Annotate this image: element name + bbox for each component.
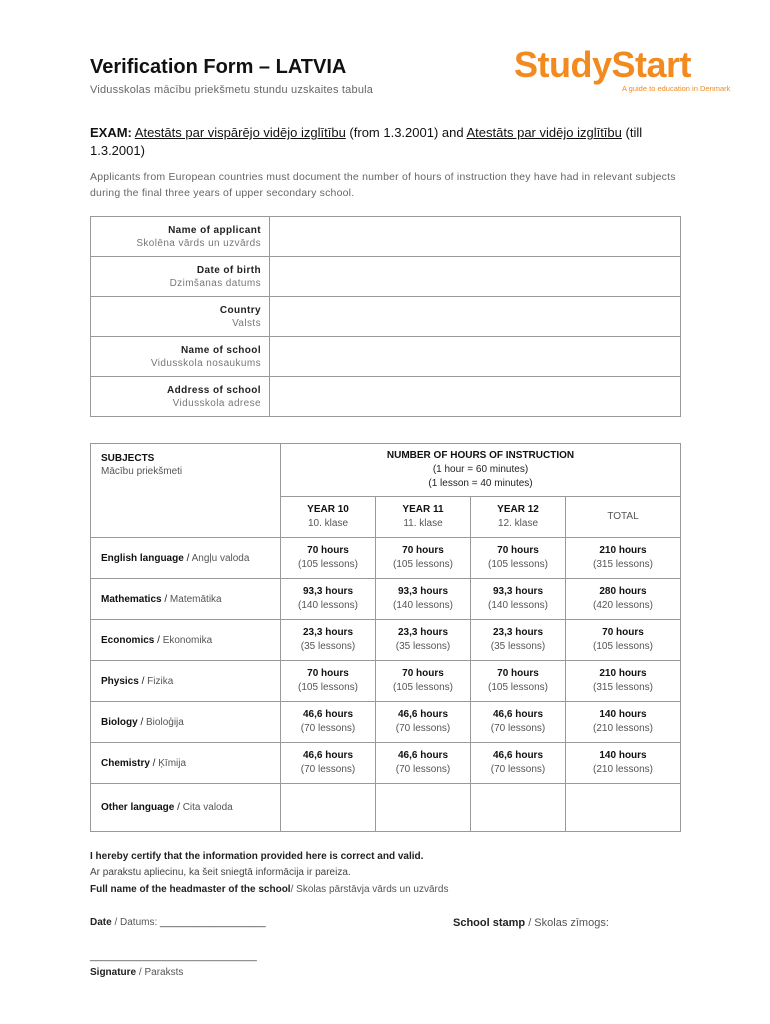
hours-cell [376,702,471,743]
subjects-header-en: SUBJECTS [101,453,155,464]
hours-cell [376,579,471,620]
date-label-lv: / Datums: [114,917,158,928]
year-header-en: TOTAL [607,511,639,522]
hours-cell [566,620,681,661]
signature-label-en: Signature [90,967,137,978]
hours-value: 46,6 hours [302,750,354,761]
hours-cell[interactable] [566,784,681,832]
table-row [91,579,681,620]
subject-name-en: English language [101,552,184,564]
lessons-value: (105 lessons) [297,682,359,693]
hours-cell [471,620,566,661]
lessons-value: (210 lessons) [592,723,654,734]
subject-name: Biology / Bioloģija [91,702,281,743]
hours-cell[interactable] [281,784,376,832]
exam-label: EXAM: [90,125,132,140]
applicant-field-input[interactable] [270,337,681,377]
hours-value: 93,3 hours [302,586,354,597]
hours-cell [471,743,566,784]
table-row [91,702,681,743]
subjects-header-lv: Mācību priekšmeti [101,466,183,477]
hours-value: 70 hours [497,668,539,679]
applicant-field-label [91,297,270,337]
year-header-en: YEAR 11 [402,504,444,515]
applicant-label-lv: Skolēna vārds un uzvārds [136,237,261,249]
lessons-value: (105 lessons) [487,682,549,693]
subject-name-lv: Ekonomika [162,634,213,646]
hours-cell [566,579,681,620]
hours-cell [281,538,376,579]
hours-cell [376,743,471,784]
year-header-lv: 10. klase [307,518,349,529]
applicant-field-label [91,257,270,297]
hours-cell [281,743,376,784]
hours-cell [471,579,566,620]
hours-cell [471,702,566,743]
hours-value: 23,3 hours [492,627,544,638]
table-row [91,620,681,661]
exam-note-2: (till 1.3.2001) [90,125,643,158]
lessons-value: (315 lessons) [592,559,654,570]
lessons-value: (140 lessons) [392,600,454,611]
applicant-field-input[interactable] [270,297,681,337]
year-header-lv: 12. klase [497,518,539,529]
hours-cell [566,538,681,579]
subject-name-en: Mathematics [101,593,162,605]
lessons-value: (140 lessons) [487,600,549,611]
intro-text: Applicants from European countries must document the number of hours of instruction they have had in relevant subjects during the final three years of upper secondary school. [90,171,676,199]
page-subtitle: Vidusskolas mācību priekšmetu stundu uzskaites tabula [90,84,374,96]
applicant-table [90,216,681,417]
exam-name-2: Atestāts par vidējo izglītību [466,125,622,140]
hours-header-note1: (1 hour = 60 minutes) [432,464,529,475]
subjects-header [91,444,281,538]
applicant-field-label [91,337,270,377]
lessons-value: (70 lessons) [395,723,451,734]
year-header-en: YEAR 10 [307,504,349,515]
table-row [91,743,681,784]
lessons-value: (105 lessons) [392,559,454,570]
hours-value: 46,6 hours [302,709,354,720]
applicant-row [91,377,681,417]
applicant-row [91,257,681,297]
hours-value: 23,3 hours [397,627,449,638]
hours-value: 70 hours [307,545,349,556]
subject-name: Other language / Cita valoda [91,784,281,832]
hours-cell [281,620,376,661]
stamp-label-en: School stamp [453,917,526,929]
date-label-en: Date [90,917,112,928]
lessons-value: (210 lessons) [592,764,654,775]
certify-statement-en: I hereby certify that the information provided here is correct and valid. [90,851,424,862]
year-header [281,497,376,538]
lessons-value: (35 lessons) [490,641,546,652]
subject-name-lv: Matemātika [169,593,222,605]
lessons-value: (420 lessons) [592,600,654,611]
subject-name: Physics / Fizika [91,661,281,702]
hours-value: 93,3 hours [397,586,449,597]
hours-cell[interactable] [471,784,566,832]
hours-cell [471,538,566,579]
subject-name: English language / Angļu valoda [91,538,281,579]
signature-label [90,967,183,978]
table-row [91,784,681,832]
hours-value: 46,6 hours [492,750,544,761]
applicant-label-en: Country [219,304,261,316]
hours-header-title: NUMBER OF HOURS OF INSTRUCTION [386,450,575,461]
hours-table [90,443,681,832]
hours-value: 210 hours [599,545,647,556]
hours-value: 140 hours [599,750,647,761]
applicant-field-input[interactable] [270,217,681,257]
lessons-value: (105 lessons) [592,641,654,652]
hours-value: 70 hours [497,545,539,556]
hours-value: 70 hours [402,668,444,679]
lessons-value: (35 lessons) [300,641,356,652]
hours-cell [471,661,566,702]
signature-label-lv: / Paraksts [138,967,184,978]
subject-name-lv: Bioloģija [146,716,184,728]
applicant-label-en: Date of birth [196,264,261,276]
hours-value: 46,6 hours [397,709,449,720]
applicant-label-lv: Dzimšanas datums [169,277,261,289]
applicant-field-label [91,377,270,417]
studystart-logo: StudyStart [514,44,692,85]
lessons-value: (70 lessons) [490,723,546,734]
hours-header [281,444,681,497]
applicant-row [91,297,681,337]
subject-name: Mathematics / Matemātika [91,579,281,620]
hours-header-note2: (1 lesson = 40 minutes) [428,478,533,489]
exam-name-1: Atestāts par vispārējo vidējo izglītību [134,125,346,140]
year-header-lv: 11. klase [403,518,443,529]
applicant-field-label [91,217,270,257]
headmaster-label-lv: / Skolas pārstāvja vārds un uzvārds [290,884,449,895]
lessons-value: (70 lessons) [300,764,356,775]
applicant-label-lv: Vidusskola adrese [172,397,261,409]
subject-name: Economics / Ekonomika [91,620,281,661]
signature-line[interactable]: ______________________________ [90,951,257,962]
stamp-label-lv: / Skolas zīmogs: [528,917,609,929]
subject-name-en: Physics [101,675,139,687]
logo-tagline: A guide to education in Denmark [622,84,731,93]
hours-cell[interactable] [376,784,471,832]
subject-name-lv: Cita valoda [182,802,233,813]
lessons-value: (35 lessons) [395,641,451,652]
applicant-label-lv: Vidusskola nosaukums [150,357,261,369]
hours-cell [566,743,681,784]
hours-cell [376,620,471,661]
hours-value: 93,3 hours [492,586,544,597]
hours-value: 140 hours [599,709,647,720]
lessons-value: (105 lessons) [392,682,454,693]
hours-value: 280 hours [599,586,647,597]
subject-name-en: Chemistry [101,757,150,769]
applicant-row [91,217,681,257]
applicant-label-en: Name of applicant [168,224,261,236]
exam-note-1: (from 1.3.2001) and [349,125,464,140]
exam-statement [90,124,690,160]
lessons-value: (140 lessons) [297,600,359,611]
year-header [471,497,566,538]
page-title: Verification Form – LATVIA [90,56,347,78]
hours-cell [281,661,376,702]
hours-value: 46,6 hours [492,709,544,720]
hours-value: 210 hours [599,668,647,679]
headmaster-label-en: Full name of the headmaster of the school [90,884,291,895]
subject-name-en: Biology [101,716,138,728]
headmaster-name-label [90,884,448,895]
year-header [566,497,681,538]
hours-cell [566,702,681,743]
subject-name-lv: Angļu valoda [191,552,250,564]
applicant-field-input[interactable] [270,377,681,417]
hours-value: 70 hours [402,545,444,556]
subject-name-en: Other language [101,802,175,813]
subject-name-en: Economics [101,634,155,646]
applicant-label-en: Address of school [166,384,261,396]
subject-name: Chemistry / Ķīmija [91,743,281,784]
table-row [91,538,681,579]
hours-value: 70 hours [307,668,349,679]
subject-name-lv: Fizika [147,675,174,687]
table-row [91,661,681,702]
hours-cell [281,702,376,743]
lessons-value: (105 lessons) [297,559,359,570]
hours-value: 70 hours [602,627,644,638]
date-line[interactable]: ___________________ [160,917,266,928]
year-header-en: YEAR 12 [497,504,539,515]
hours-cell [281,579,376,620]
applicant-field-input[interactable] [270,257,681,297]
applicant-row [91,337,681,377]
lessons-value: (70 lessons) [395,764,451,775]
hours-cell [566,661,681,702]
lessons-value: (70 lessons) [490,764,546,775]
hours-cell [376,661,471,702]
lessons-value: (315 lessons) [592,682,654,693]
hours-value: 46,6 hours [397,750,449,761]
applicant-label-lv: Valsts [232,317,261,329]
hours-value: 23,3 hours [302,627,354,638]
date-field[interactable] [90,917,266,928]
lessons-value: (105 lessons) [487,559,549,570]
certify-statement-lv: Ar parakstu apliecinu, ka šeit sniegtā informācija ir pareiza. [90,867,351,878]
subject-name-lv: Ķīmija [158,757,187,769]
school-stamp-field [453,917,609,929]
year-header [376,497,471,538]
lessons-value: (70 lessons) [300,723,356,734]
applicant-label-en: Name of school [180,344,261,356]
hours-cell [376,538,471,579]
